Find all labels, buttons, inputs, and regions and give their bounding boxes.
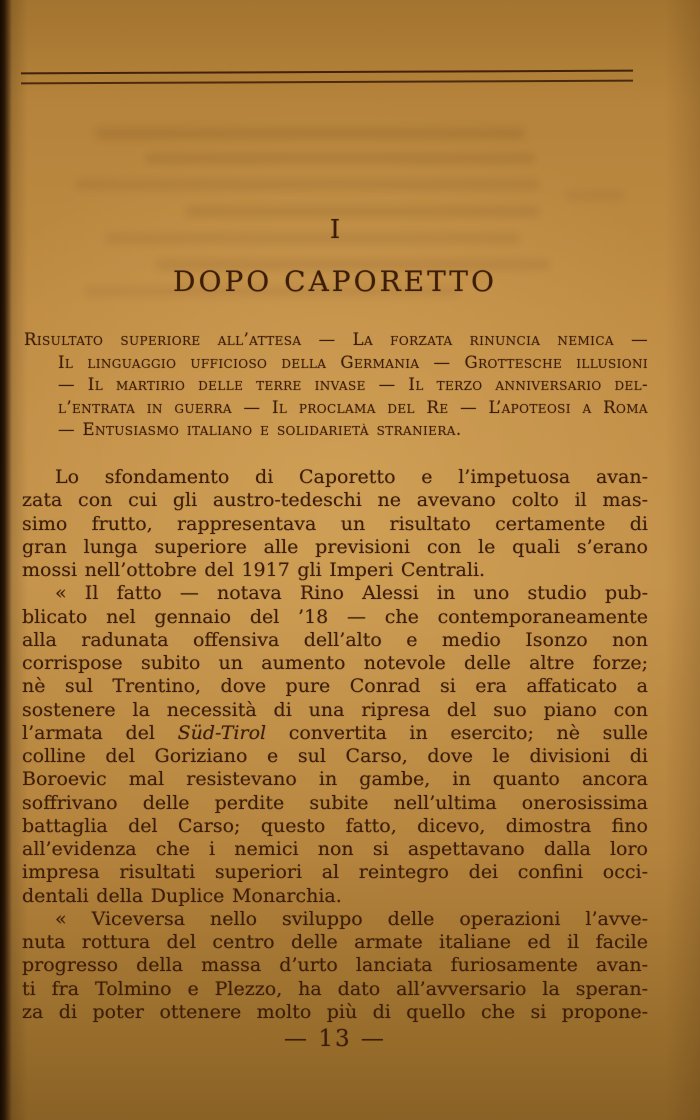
text-line: l’entrata in guerra — Il proclama del Re — L’apoteosi a Roma (58, 397, 648, 417)
text-line: « Viceversa nello sviluppo delle operazioni l’avve- (55, 907, 648, 930)
text-line: ti fra Tolmino e Plezzo, ha dato all’avversario la speran- (22, 977, 648, 1000)
text-line: alla radunata offensiva dell’alto e medio Isonzo non (22, 628, 648, 651)
text-line: l’armata del Süd-Tirol convertita in esercito; nè sulle (22, 721, 648, 744)
text-line: za di poter ottenere molto più di quello che si propone- (22, 1000, 648, 1023)
page-left-edge-shadow (0, 0, 12, 1120)
text-line: — Entusiasmo italiano e solidarietà straniera. (58, 420, 462, 440)
paragraph-3 (22, 908, 648, 1024)
text-line: nè sul Trentino, dove pure Conrad si era affaticato a (22, 675, 648, 698)
text-line: nuta rottura del centro delle armate italiane ed il facile (22, 931, 648, 953)
text-line: simo frutto, rappresentava un risultato certamente di (22, 512, 648, 535)
text-line: sostenere la necessità di una ripresa del suo piano con (22, 698, 648, 721)
paragraph-1 (22, 466, 648, 582)
text-line: gran lunga superiore alle previsioni con le quali s’erano (22, 535, 648, 558)
chapter-summary (24, 329, 648, 442)
text-line: impresa risultati superiori al reintegro dei confini occi- (22, 861, 648, 884)
text-line: Risultato superiore all’attesa — La forzata rinuncia nemica — (24, 330, 648, 349)
text-line: all’evidenza che i nemici non si aspettavano dalla loro (22, 838, 648, 860)
chapter-title: DOPO CAPORETTO (173, 265, 497, 298)
page-number: — 13 — (284, 1026, 386, 1052)
text-line: colline del Goriziano e sul Carso, dove le divisioni di (22, 745, 648, 767)
text-line: battaglia del Carso; questo fatto, dicevo, dimostra fino (22, 814, 648, 837)
paragraph-2 (22, 582, 648, 908)
body-text (22, 466, 648, 1024)
text-line: soffrivano delle perdite subite nell’ultima onerosissima (22, 791, 648, 814)
text-line: — Il martirio delle terre invase — Il terzo anniversario del- (58, 375, 648, 395)
text-line: « Il fatto — notava Rino Alessi in uno studio pub- (55, 582, 648, 605)
text-line: Boroevic mal resistevano in gambe, in quanto ancora (22, 768, 648, 791)
text-line: blicato nel gennaio del ’18 — che contemporaneamente (22, 605, 648, 628)
header-double-rule (21, 70, 633, 85)
text-line: progresso della massa d’urto lanciata furiosamente avan- (22, 954, 648, 977)
chapter-number: I (329, 215, 341, 245)
text-line: mossi nell’ottobre del 1917 gli Imperi Centrali. (22, 559, 486, 581)
text-line: zata con cui gli austro-tedeschi ne avevano colto il mas- (22, 489, 648, 512)
text-line: dentali della Duplice Monarchia. (22, 884, 342, 907)
text-line: Il linguaggio ufficioso della Germania — Grottesche illusioni (58, 352, 648, 372)
text-line: corrispose subito un aumento notevole delle altre forze; (22, 652, 648, 674)
text-line: Lo sfondamento di Caporetto e l’impetuosa avan- (55, 466, 648, 488)
